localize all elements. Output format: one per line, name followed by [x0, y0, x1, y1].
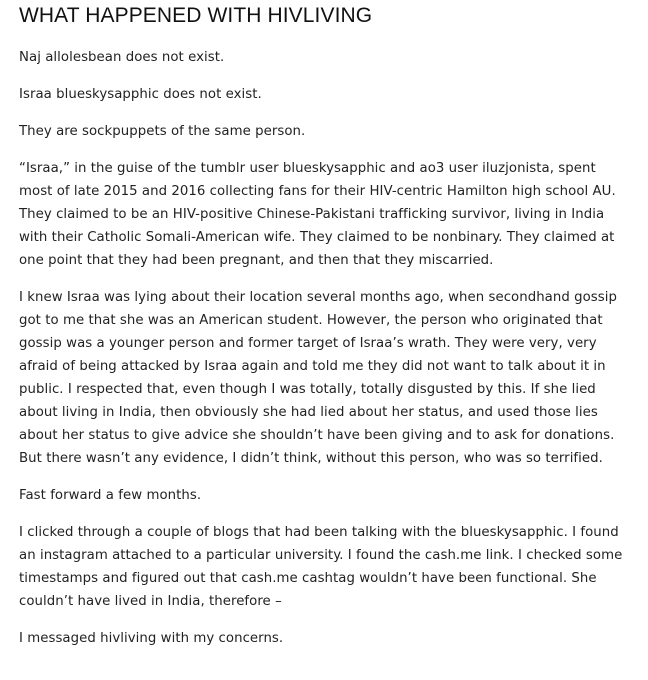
paragraph-location-lie: I knew Israa was lying about their location several months ago, when secondhand gossip got to me that she was an American student. However, the person who originated that gossip was a younger person and former target of Israa’s wrath. They were very, very afraid of being attacked by Israa again and told me they did not want to talk about it in public. I respected that, even though I was totally, totally disgusted by this. If she lied about living in India, then obviously she had lied about her status, and used those lies about her status to give advice she shouldn’t have been giving and to ask for donations. But there wasn’t any evidence, I didn’t think, without this person, who was so terrified.: [19, 290, 617, 466]
paragraph-claims: “Israa,” in the guise of the tumblr user blueskysapphic and ao3 user iluzjonista, spent most of late 2015 and 2016 collecting fans for their HIV-centric Hamilton high school AU. They claimed to be an HIV-positive Chinese-Pakistani trafficking survivor, living in India with their Catholic Somali-American wife. They claimed to be nonbinary. They claimed at one point that they had been pregnant, and then that they miscarried.: [19, 161, 616, 268]
paragraph-evidence: I clicked through a couple of blogs that had been talking with the blueskysapphic. I found an instagram attached to a particular university. I found the cash.me link. I checked some timestamps and figured out that cash.me cashtag wouldn’t have been functional. She couldn’t have lived in India, therefore –: [19, 525, 623, 609]
paragraph-israa: Israa blueskysapphic does not exist.: [19, 87, 262, 102]
paragraph-messaged: I messaged hivliving with my concerns.: [19, 631, 284, 646]
paragraph-sockpuppets: They are sockpuppets of the same person.: [19, 124, 306, 139]
blog-post: [19, 0, 631, 650]
post-title: WHAT HAPPENED WITH HIVLIVING: [19, 4, 373, 27]
paragraph-naj: Naj allolesbean does not exist.: [19, 50, 225, 65]
paragraph-fast-forward: Fast forward a few months.: [19, 488, 202, 503]
